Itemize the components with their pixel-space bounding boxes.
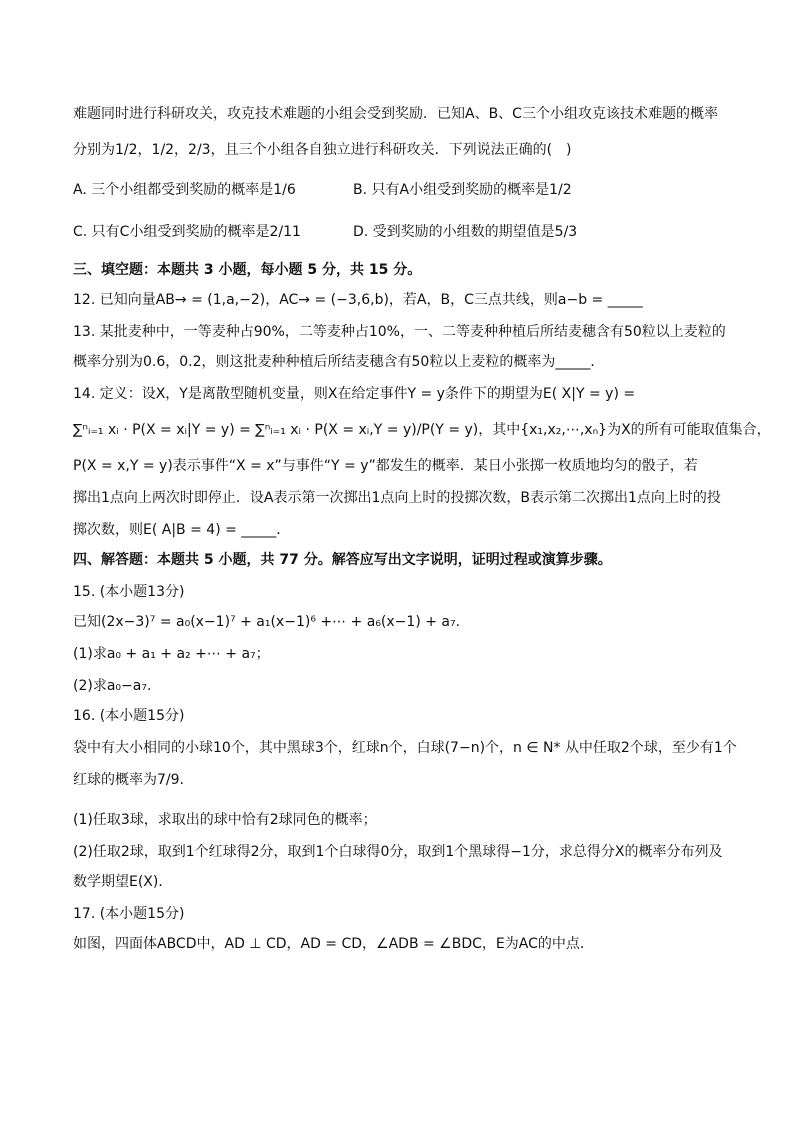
problem-14-line-2: ∑ⁿᵢ₌₁ xᵢ · P(X = xᵢ|Y = y) = ∑ⁿᵢ₌₁ xᵢ · P(X = xᵢ,Y = y)/P(Y = y)，其中{x₁,x₂,⋯,xₙ}为X的所有可能取值集合， (73, 422, 771, 438)
problem-14-line-5: 掷次数，则E( A|B = 4) = _____． (73, 522, 291, 538)
problem-14-line-1: 14. 定义：设X，Y是离散型随机变量，则X在给定事件Y = y条件下的期望为E( X|Y = y) = (73, 386, 636, 402)
section-4-heading: 四、解答题：本题共 5 小题，共 77 分。解答应写出文字说明，证明过程或演算步骤。 (73, 552, 612, 568)
problem-15-stem: 已知(2x−3)⁷ = a₀(x−1)⁷ + a₁(x−1)⁶ +⋯ + a₆(x−1) + a₇. (73, 614, 461, 630)
problem-16-part-1: (1)任取3球，求取出的球中恰有2球同色的概率； (73, 812, 377, 828)
problem-16-part-2-line-1: (2)任取2球，取到1个红球得2分，取到1个白球得0分，取到1个黑球得−1分，求总得分X的概率分布列及 (73, 844, 723, 860)
problem-13-line-2: 概率分别为0.6，0.2，则这批麦种种植后所结麦穗含有50粒以上麦粒的概率为_____． (73, 354, 605, 370)
option-a: A. 三个小组都受到奖励的概率是1/6 (73, 182, 296, 198)
problem-15-part-1: (1)求a₀ + a₁ + a₂ +⋯ + a₇； (73, 646, 270, 662)
problem-16-part-2-line-2: 数学期望E(X)． (73, 874, 173, 890)
problem-11-stem-line-2: 分别为1/2，1/2，2/3，且三个小组各自独立进行科研攻关．下列说法正确的( ) (73, 142, 572, 158)
problem-11-stem-line-1: 难题同时进行科研攻关，攻克技术难题的小组会受到奖励．已知A、B、C三个小组攻克该技术难题的概率 (73, 106, 718, 122)
problem-13-line-1: 13. 某批麦种中，一等麦种占90%，二等麦种占10%，一、二等麦种种植后所结麦穗含有50粒以上麦粒的 (73, 324, 726, 340)
problem-14-line-4: 掷出1点向上两次时即停止．设A表示第一次掷出1点向上时的投掷次数，B表示第二次掷出1点向上时的投 (73, 490, 721, 506)
option-d: D. 受到奖励的小组数的期望值是5/3 (353, 224, 578, 240)
problem-16-heading: 16. (本小题15分) (73, 708, 185, 724)
option-c: C. 只有C小组受到奖励的概率是2/11 (73, 224, 301, 240)
problem-15-part-2: (2)求a₀−a₇. (73, 678, 152, 694)
section-3-heading: 三、填空题：本题共 3 小题，每小题 5 分，共 15 分。 (73, 262, 422, 278)
problem-17-stem: 如图，四面体ABCD中，AD ⊥ CD，AD = CD，∠ADB = ∠BDC，E为AC的中点． (73, 936, 594, 952)
problem-15-heading: 15. (本小题13分) (73, 584, 185, 600)
problem-17-heading: 17. (本小题15分) (73, 906, 185, 922)
problem-16-stem-line-2: 红球的概率为7/9. (73, 772, 184, 788)
option-b: B. 只有A小组受到奖励的概率是1/2 (353, 182, 572, 198)
problem-14-line-3: P(X = x,Y = y)表示事件“X = x”与事件“Y = y”都发生的概率．某日小张掷一枚质地均匀的骰子，若 (73, 458, 698, 474)
problem-12: 12. 已知向量AB→ = (1,a,−2)，AC→ = (−3,6,b)，若A，B，C三点共线，则a−b = _____ (73, 292, 643, 308)
problem-16-stem-line-1: 袋中有大小相同的小球10个，其中黑球3个，红球n个，白球(7−n)个，n ∈ N* 从中任取2个球，至少有1个 (73, 740, 737, 756)
